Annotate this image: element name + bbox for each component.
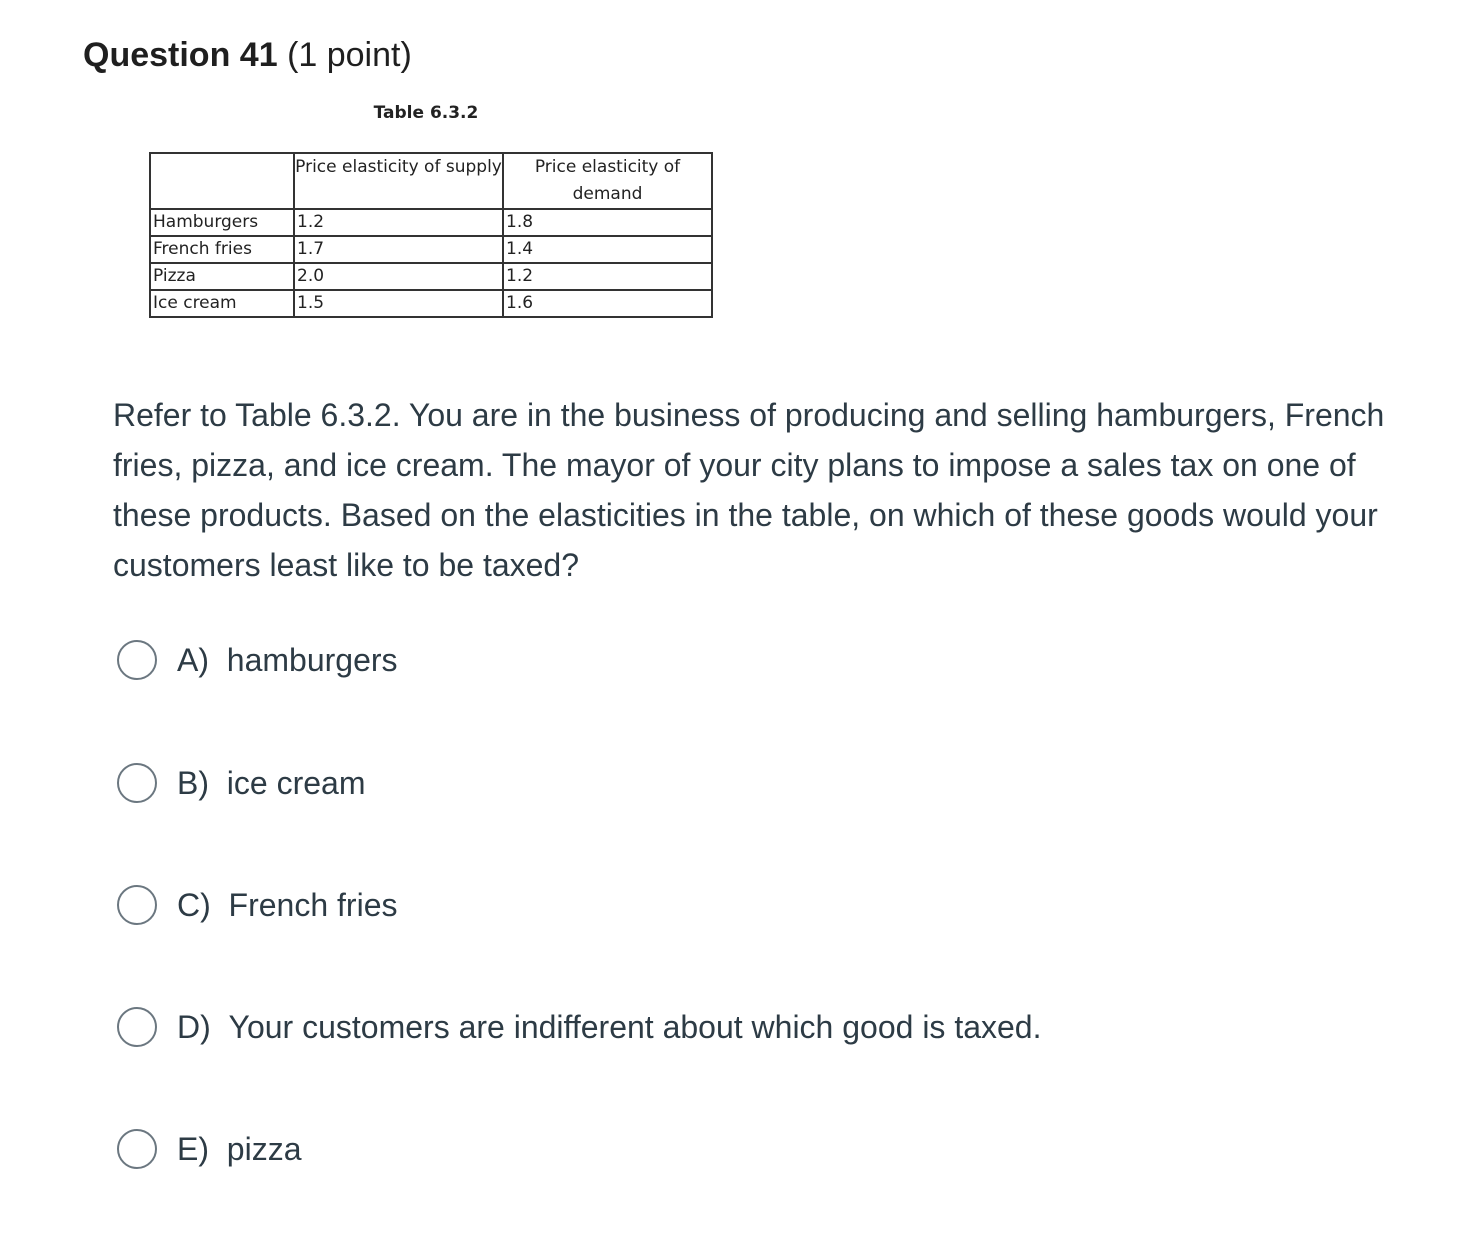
answer-option-a[interactable]	[117, 640, 398, 680]
table-cell-product: Pizza	[150, 263, 294, 290]
table-cell-product: French fries	[150, 236, 294, 263]
radio-button-b[interactable]	[117, 763, 157, 803]
radio-button-a[interactable]	[117, 640, 157, 680]
question-points: (1 point)	[287, 36, 412, 74]
table-cell-supply: 1.2	[294, 209, 503, 236]
elasticity-table	[149, 152, 713, 318]
answer-option-e[interactable]	[117, 1129, 301, 1169]
answer-label-e	[177, 1131, 301, 1168]
answer-text-c: French fries	[228, 886, 398, 923]
answer-text-d: Your customers are indifferent about which good is taxed.	[228, 1008, 1042, 1045]
table-row	[150, 236, 712, 263]
table-cell-demand: 1.6	[503, 290, 712, 317]
table-header-supply: Price elasticity of supply	[294, 153, 503, 209]
table-header-product	[150, 153, 294, 209]
table-cell-demand: 1.2	[503, 263, 712, 290]
table-row	[150, 263, 712, 290]
table-caption: Table 6.3.2	[373, 103, 479, 123]
radio-button-e[interactable]	[117, 1129, 157, 1169]
table-header-row	[150, 153, 712, 209]
answer-option-d[interactable]	[117, 1007, 1041, 1047]
answer-label-c	[177, 887, 397, 924]
question-header	[83, 36, 412, 75]
answer-text-a: hamburgers	[226, 641, 398, 678]
question-text: Refer to Table 6.3.2. You are in the business of producing and selling hamburgers, French fries, pizza, and ice cream. The mayor of your city plans to impose a sales tax on one of these products. Based on the elasticities in the table, on which of these goods would your customers least like to be taxed?	[113, 397, 1385, 583]
table-cell-product: Ice cream	[150, 290, 294, 317]
table-cell-demand: 1.4	[503, 236, 712, 263]
answer-text-e: pizza	[226, 1130, 302, 1167]
radio-button-c[interactable]	[117, 885, 157, 925]
table-cell-product: Hamburgers	[150, 209, 294, 236]
table-figure	[149, 100, 721, 313]
table-row	[150, 290, 712, 317]
table-cell-supply: 1.7	[294, 236, 503, 263]
answer-letter-b: B)	[177, 764, 209, 801]
answer-letter-d: D)	[177, 1008, 211, 1045]
table-row	[150, 209, 712, 236]
radio-button-d[interactable]	[117, 1007, 157, 1047]
answer-label-d	[177, 1009, 1041, 1046]
answer-option-b[interactable]	[117, 763, 365, 803]
answer-letter-c: C)	[177, 886, 211, 923]
answer-text-b: ice cream	[226, 764, 366, 801]
answer-letter-e: E)	[177, 1130, 209, 1167]
answer-label-a	[177, 642, 398, 679]
table-cell-supply: 1.5	[294, 290, 503, 317]
answer-label-b	[177, 765, 365, 802]
answer-option-c[interactable]	[117, 885, 397, 925]
table-cell-supply: 2.0	[294, 263, 503, 290]
table-header-demand: Price elasticity of demand	[503, 153, 712, 209]
answer-letter-a: A)	[177, 641, 209, 678]
question-title: Question 41	[83, 36, 278, 74]
table-cell-demand: 1.8	[503, 209, 712, 236]
